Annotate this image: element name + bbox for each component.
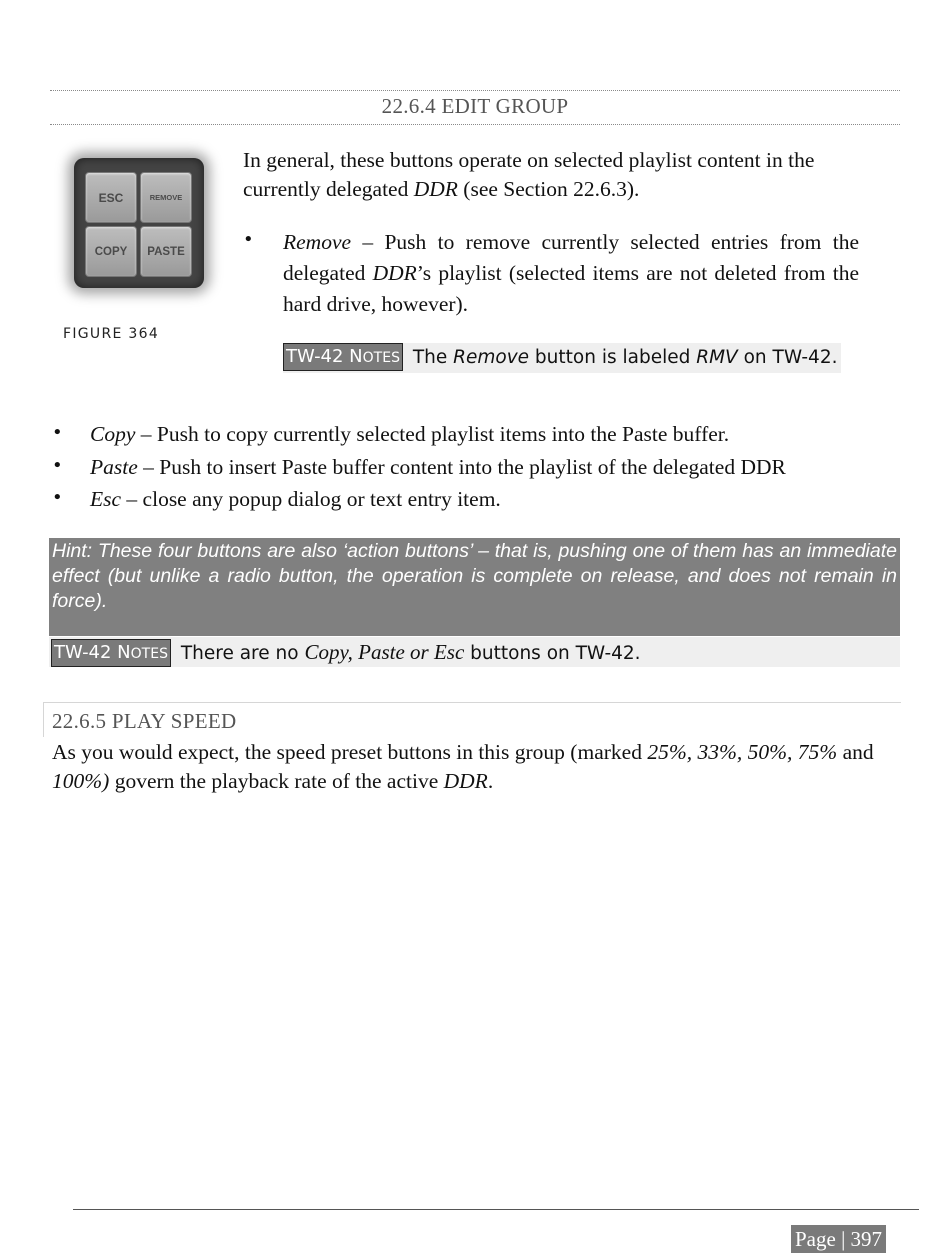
remove-term: Remove (283, 230, 352, 254)
section-bottom-rule (50, 124, 900, 125)
copy-button-image: COPY (85, 226, 137, 277)
copy-desc: – Push to copy currently selected playlist items into the Paste buffer. (135, 422, 730, 446)
intro-ddr: DDR (413, 177, 458, 201)
paste-button-image: PASTE (140, 226, 192, 277)
remove-button-image: REMOVE (140, 172, 192, 223)
speed-text-mid: govern the playback rate of the active (109, 769, 444, 793)
hint-box: Hint: These four buttons are also ‘action buttons’ – that is, pushing one of them has an immediate effect (but unlike a radio button, the operation is complete on release, and does not remain in force). (49, 538, 900, 636)
section-top-rule (50, 90, 900, 91)
paste-desc: – Push to insert Paste buffer content into the playlist of the delegated DDR (137, 455, 786, 479)
esc-item-text (90, 485, 501, 514)
figure-caption: FIGURE 364 (63, 326, 160, 342)
esc-bullet-symbol: • (52, 487, 63, 508)
speed-text-end: . (487, 769, 494, 793)
note1-text: The (406, 347, 454, 368)
remove-bullet-symbol: • (243, 229, 254, 250)
speed-100: 100%) (52, 769, 110, 793)
footer-rule (73, 1209, 919, 1210)
tag2-main: TW-42 N (54, 642, 131, 663)
note2-text-end: buttons on TW-42. (464, 643, 641, 664)
esc-term: Esc (90, 487, 122, 511)
note2-button-names: Copy, Paste or Esc (304, 640, 465, 664)
note1-remove-term: Remove (453, 347, 530, 368)
play-speed-paragraph (52, 738, 902, 796)
copy-item-text (90, 420, 729, 449)
copy-bullet-symbol: • (52, 422, 63, 443)
tag-main: TW-42 N (286, 346, 363, 367)
copy-term: Copy (90, 422, 136, 446)
intro-paragraph (243, 146, 863, 204)
tw42-notes-tag (283, 343, 403, 371)
paste-term: Paste (90, 455, 138, 479)
esc-button-image: ESC (85, 172, 137, 223)
tag-small: OTES (362, 350, 400, 366)
tw42-note-no-buttons (49, 637, 900, 667)
edit-group-buttons-figure (74, 158, 204, 288)
note1-text-end: on TW-42. (737, 347, 838, 368)
tw42-note-remove (283, 343, 841, 373)
section-heading-play-speed: 22.6.5 PLAY SPEED (52, 709, 237, 733)
tw42-notes-tag-2 (51, 639, 171, 667)
speed-presets: 25%, 33%, 50%, 75% (647, 740, 838, 764)
intro-text: In general, these buttons operate on selected playlist content in the currently delegated (243, 148, 815, 201)
speed-ddr: DDR (443, 769, 488, 793)
tag2-small: OTES (130, 646, 168, 662)
esc-desc: – close any popup dialog or text entry item. (121, 487, 501, 511)
paste-bullet-symbol: • (52, 455, 63, 476)
remove-ddr: DDR (372, 261, 417, 285)
remove-desc-end: ’s playlist (selected items are not deleted from the hard drive, however). (283, 261, 859, 316)
paste-item-text (90, 453, 786, 482)
note2-text: There are no (174, 643, 305, 664)
note1-text-mid: button is labeled (529, 347, 697, 368)
speed-and: and (837, 740, 874, 764)
note1-rmv-term: RMV (696, 347, 738, 368)
section-heading-edit-group: 22.6.4 EDIT GROUP (381, 94, 569, 118)
intro-text-end: (see Section 22.6.3). (457, 177, 640, 201)
speed-text: As you would expect, the speed preset buttons in this group (marked (52, 740, 648, 764)
page-number: Page | 397 (791, 1225, 886, 1253)
remove-desc: – Push to remove currently selected entries from the delegated (283, 230, 859, 285)
remove-item-text (283, 227, 859, 320)
